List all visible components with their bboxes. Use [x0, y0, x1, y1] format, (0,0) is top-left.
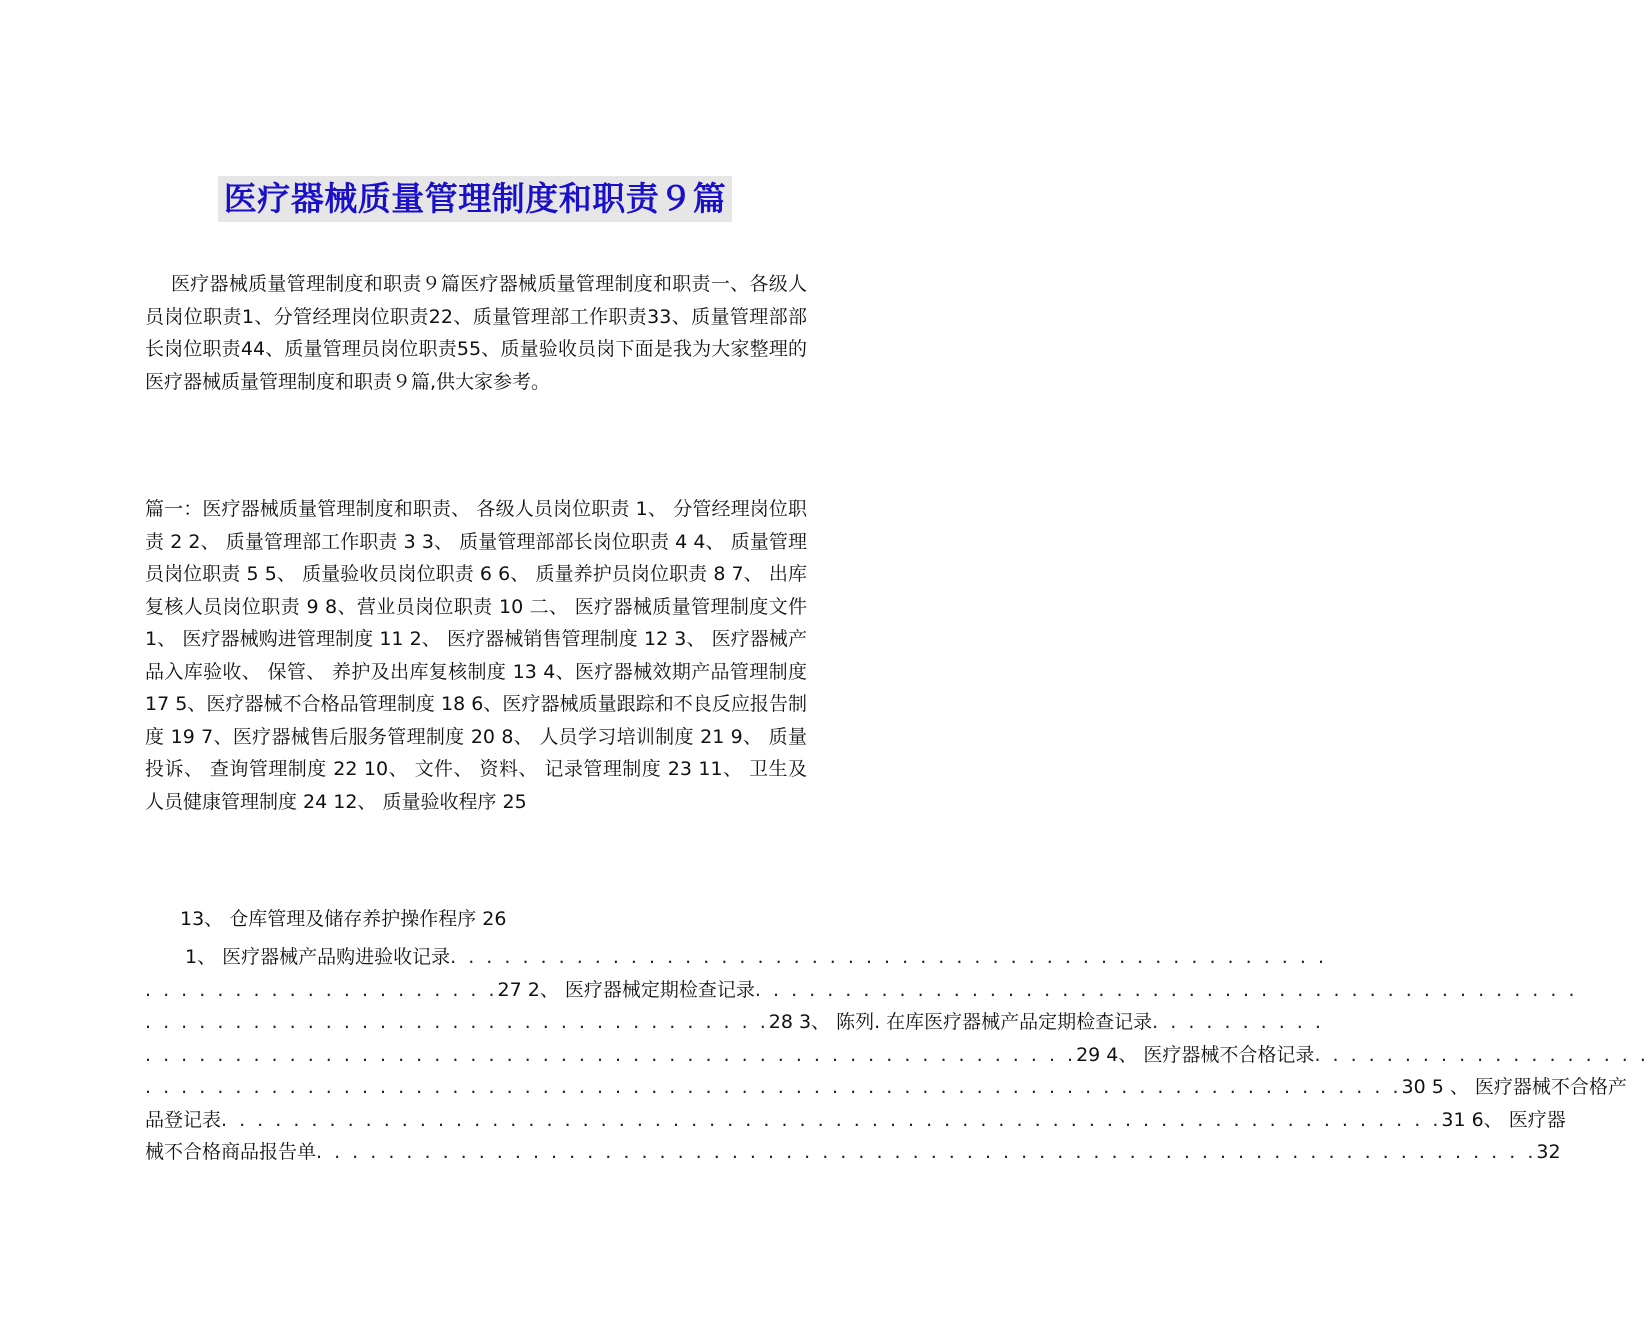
- toc-entry-text: 械不合格商品报告单: [145, 1141, 317, 1163]
- toc-leader-dots: . . . . . . . . . . . . . . . . . . . . . . . . . . . . . . . . . . . . . . . . . . . . . . . . . . . . . . . . . . . . . . . . . . . . . .: [145, 1076, 1402, 1098]
- toc-line: [145, 1136, 1561, 1169]
- records-toc: [145, 941, 1649, 1169]
- toc-line: [145, 1006, 1324, 1039]
- toc-leader-dots: . . . . . . . . . .: [1152, 1011, 1324, 1033]
- toc-entry-text: 品登记表: [145, 1108, 222, 1131]
- toc-entry-text: 1、 医疗器械产品购进验收记录: [185, 946, 451, 968]
- toc-leader-dots: . . . . . . . . . . . . . . . . . . . . . . . . . . . . . . . . . . . . . . . . . . . . . . . . . . . .: [145, 1043, 1077, 1066]
- toc-leader-dots: . . . . . . . . . . . . . . . . . . . . . . . . . . . . . . . . . . . . . . . . . . . . . . . . . . . . . . . . . . . . . . . . . . . .: [221, 1108, 1442, 1131]
- toc-entry-text: 30 5 、 医疗器械不合格产: [1401, 1076, 1627, 1098]
- intro-paragraph: 医疗器械质量管理制度和职责９篇医疗器械质量管理制度和职责一、各级人员岗位职责1、分管经理岗位职责22、质量管理部工作职责33、质量管理部部长岗位职责44、质量管理员岗位职责55、质量验收员岗下面是我为大家整理的医疗器械质量管理制度和职责９篇,供大家参考。: [145, 273, 807, 393]
- toc-entry-text: 32: [1536, 1141, 1561, 1163]
- toc-line: [145, 974, 1578, 1007]
- toc-entry-text: 29 4、 医疗器械不合格记录: [1076, 1043, 1315, 1066]
- toc-leader-dots: . . . . . . . . . . . . . . . . . . . . . . . . . . . . . . . . . . . . . . . . . . . . . .: [754, 978, 1578, 1001]
- document-title: 医疗器械质量管理制度和职责９篇: [218, 176, 733, 222]
- title-container: [0, 176, 950, 222]
- toc-leader-dots: . . . . . . . . . . . . . . . . . . . . . . . . . . . . . . . . . . . . . . . . . . . . . . . . . . . . . . . . . . . . . . . . . . . .: [316, 1141, 1537, 1163]
- toc-line: [145, 941, 1327, 974]
- toc-line: [145, 1104, 1566, 1137]
- toc-leader-dots: . . . . . . . . . . . . . . . . . . . . . . . . . . . . . . . . . . .: [145, 1011, 769, 1033]
- section-one-paragraph: 篇一：医疗器械质量管理制度和职责、 各级人员岗位职责 1、 分管经理岗位职责 2 2、 质量管理部工作职责 3 3、 质量管理部部长岗位职责 4 4、 质量管理员岗位职责 5 5、 质量验收员岗位职责 6 6、 质量养护员岗位职责 8 7、 出库复核人员岗位职责 9 8、营业员岗位职责 10 二、 医疗器械质量管理制度文件 1、 医疗器械购进管理制度 11 2、 医疗器械销售管理制度 12 3、 医疗器械产品入库验收、 保管、 养护及出库复核制度 13 4、医疗器械效期产品管理制度 17 5、医疗器械不合格品管理制度 18 6、医疗器械质量跟踪和不良反应报告制度 19 7、医疗器械售后服务管理制度 20 8、 人员学习培训制度 21 9、 质量投诉、 查询管理制度 22 10、 文件、 资料、 记录管理制度 23 11、 卫生及人员健康管理制度 24 12、 质量验收程序 25: [145, 498, 807, 813]
- toc-line: [145, 1071, 1627, 1104]
- toc-entry-text: 31 6、 医疗器: [1441, 1108, 1566, 1131]
- toc-entry-text: 28 3、 陈列. 在库医疗器械产品定期检查记录: [768, 1011, 1153, 1033]
- toc-entry-text: 27 2、 医疗器械定期检查记录: [497, 978, 755, 1001]
- toc-leader-dots: . . . . . . . . . . . . . . . . . . . . . . . . . . . . . . . . . . . . . . . . . . . . . . . . .: [450, 946, 1327, 968]
- toc-leader-dots: . . . . . . . . . . . . . . . . . . . .: [145, 978, 498, 1001]
- toc-line: [145, 1039, 1649, 1072]
- toc-leader-dots: . . . . . . . . . . . . . . . . . . .: [1314, 1043, 1649, 1066]
- procedure-13-line: 13、 仓库管理及储存养护操作程序 26: [180, 908, 507, 930]
